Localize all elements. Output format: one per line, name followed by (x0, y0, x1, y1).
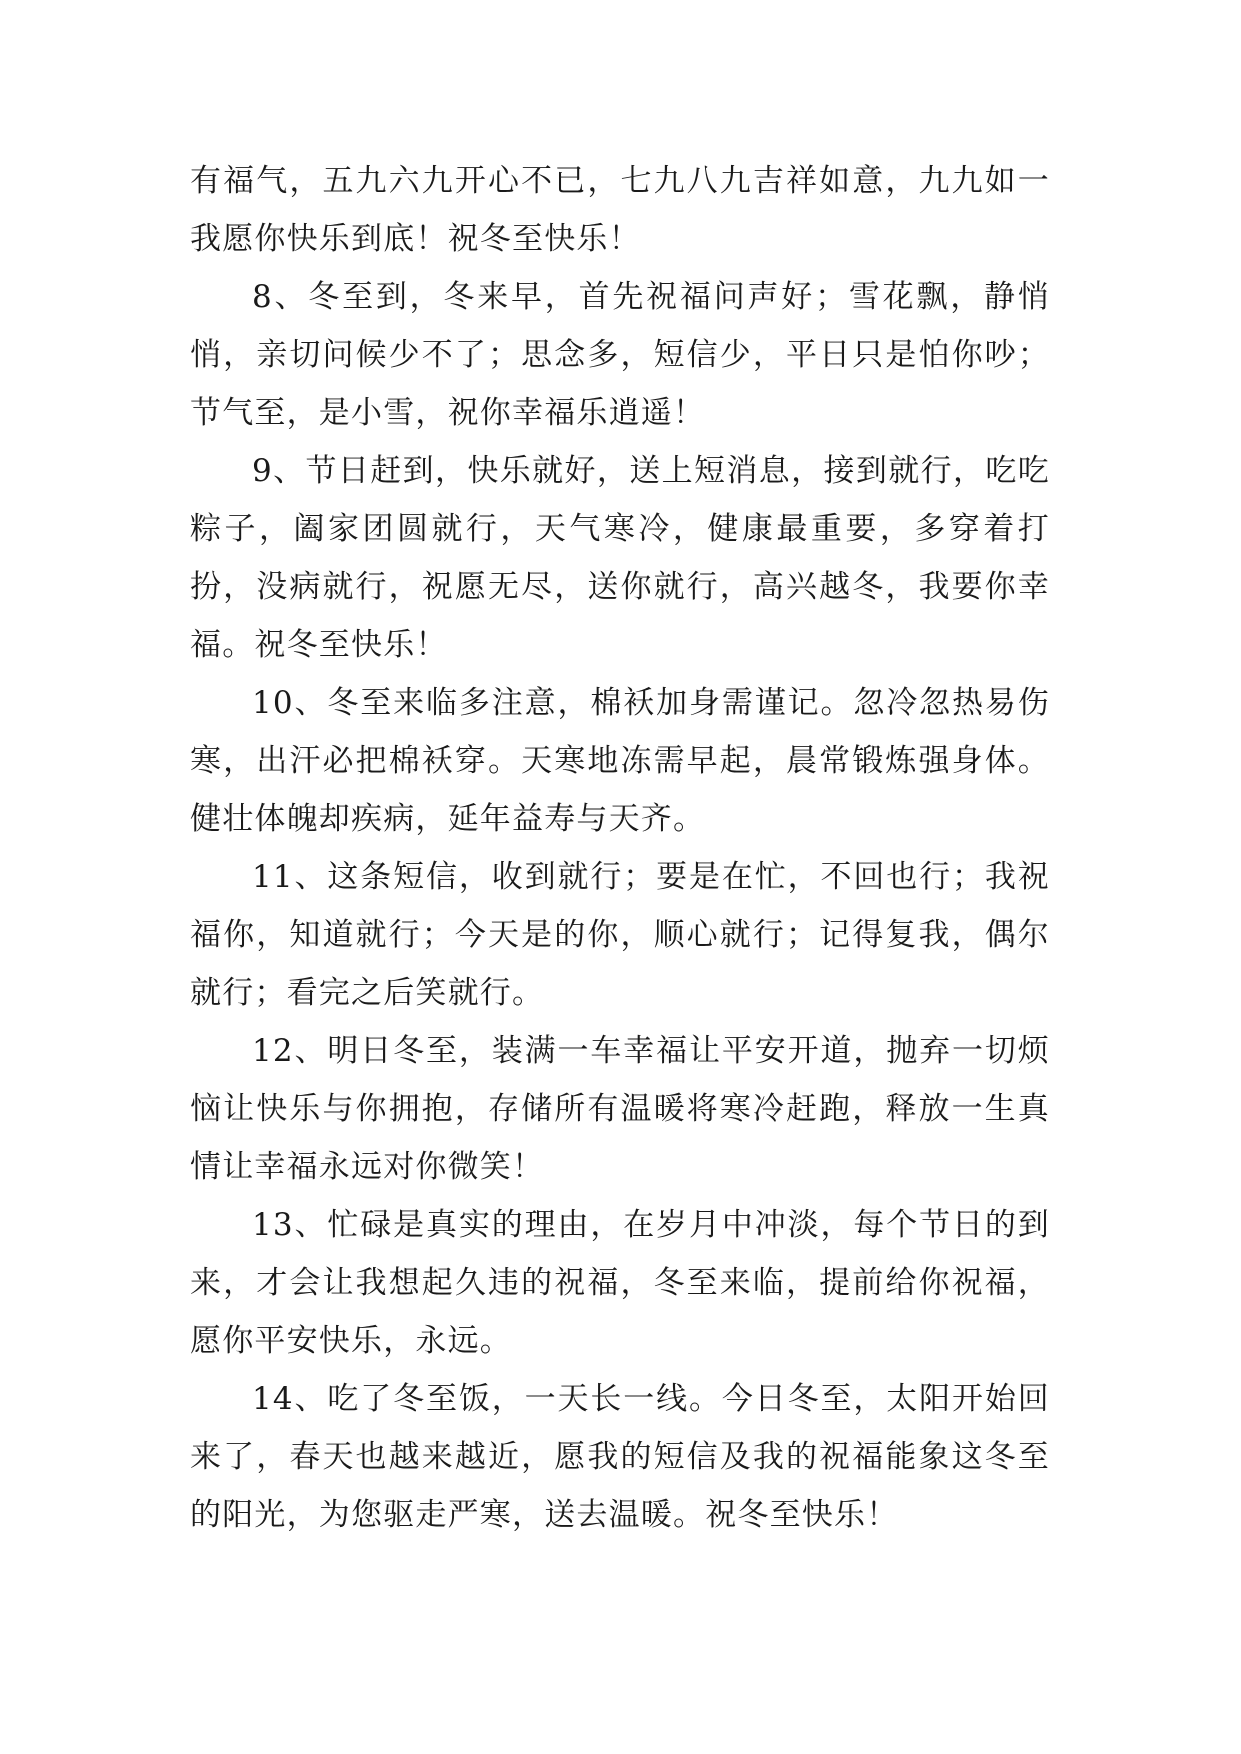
document-body (190, 152, 1050, 1544)
paragraph-10: 10、冬至来临多注意，棉袄加身需谨记。忽冷忽热易伤寒，出汗必把棉袄穿。天寒地冻需早起，晨常锻炼强身体。健壮体魄却疾病，延年益寿与天齐。 (190, 685, 1050, 837)
paragraph-11: 11、这条短信，收到就行；要是在忙，不回也行；我祝福你，知道就行；今天是的你，顺心就行；记得复我，偶尔就行；看完之后笑就行。 (190, 859, 1050, 1011)
paragraph-13: 13、忙碌是真实的理由，在岁月中冲淡，每个节日的到来，才会让我想起久违的祝福，冬至来临，提前给你祝福，愿你平安快乐，永远。 (190, 1207, 1050, 1359)
paragraph-8: 8、冬至到，冬来早，首先祝福问声好；雪花飘，静悄悄，亲切问候少不了；思念多，短信少，平日只是怕你吵；节气至，是小雪，祝你幸福乐逍遥！ (190, 279, 1050, 431)
paragraph-continuation: 有福气，五九六九开心不已，七九八九吉祥如意，九九如一我愿你快乐到底！祝冬至快乐！ (190, 163, 1050, 257)
paragraph-14: 14、吃了冬至饭，一天长一线。今日冬至，太阳开始回来了，春天也越来越近，愿我的短信及我的祝福能象这冬至的阳光，为您驱走严寒，送去温暖。祝冬至快乐！ (190, 1381, 1050, 1533)
paragraph-9: 9、节日赶到，快乐就好，送上短消息，接到就行，吃吃粽子，阖家团圆就行，天气寒冷，健康最重要，多穿着打扮，没病就行，祝愿无尽，送你就行，高兴越冬，我要你幸福。祝冬至快乐！ (190, 453, 1050, 663)
paragraph-12: 12、明日冬至，装满一车幸福让平安开道，抛弃一切烦恼让快乐与你拥抱，存储所有温暖将寒冷赶跑，释放一生真情让幸福永远对你微笑！ (190, 1033, 1050, 1185)
